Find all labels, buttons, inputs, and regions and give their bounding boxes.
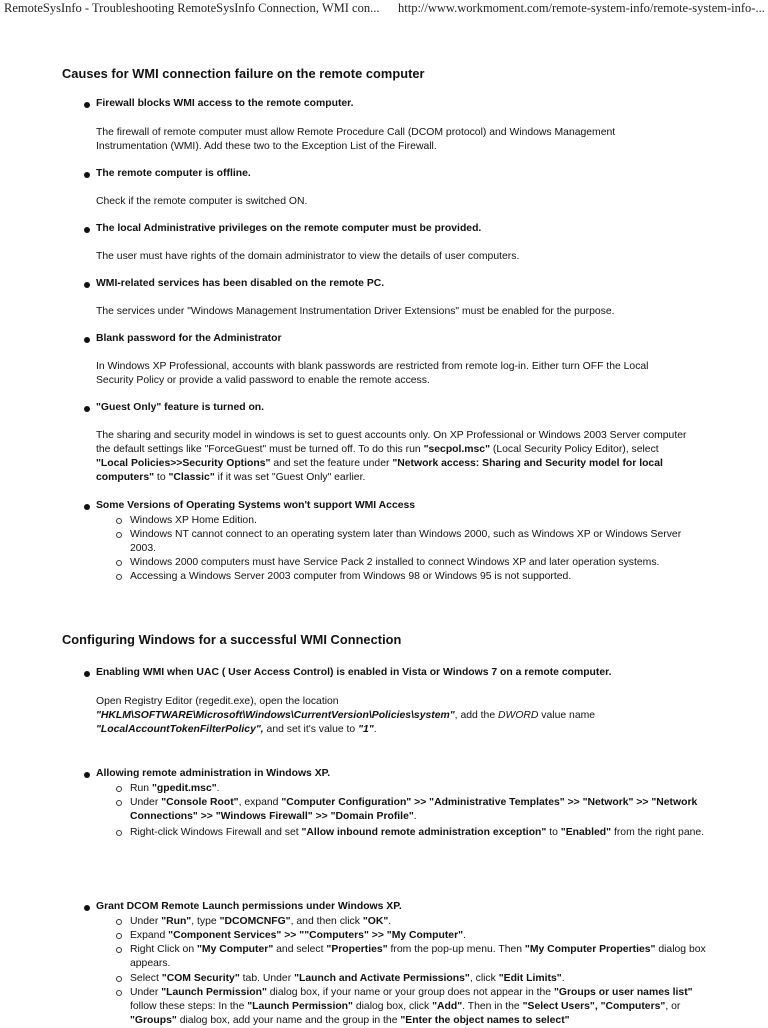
sub-item: Under "Console Root", expand "Computer Configuration" >> "Administrative Templates" >> "Network" >> "Network Connections" >> "Windows Firewall" >> "Domain Profile". [130,797,698,822]
sub-bullet [116,560,122,566]
sub-item: Under "Run", type "DCOMCNFG", and then click "OK". [130,916,392,927]
bullet [84,772,90,778]
item-body: The user must have rights of the domain administrator to view the details of user computers. [96,251,520,262]
item-heading: Some Versions of Operating Systems won't support WMI Access [96,500,416,511]
sub-bullet [116,830,122,836]
sub-bullet [116,933,122,939]
sub-bullet [116,976,122,982]
section-title: Configuring Windows for a successful WMI Connection [62,632,402,647]
bullet [84,172,90,178]
sub-bullet [116,574,122,580]
sub-item: Windows 2000 computers must have Service Pack 2 installed to connect Windows XP and later operation systems. [130,557,660,568]
item-body: Check if the remote computer is switched ON. [96,196,308,207]
item-heading: Blank password for the Administrator [96,333,282,344]
sub-item: Windows NT cannot connect to an operating system later than Windows 2000, such as Windows XP or Windows Server 2003. [130,529,682,554]
item-heading: Allowing remote administration in Windows XP. [96,768,331,779]
item-heading: Grant DCOM Remote Launch permissions under Windows XP. [96,901,402,912]
bullet [84,504,90,510]
item-heading: The local Administrative privileges on the remote computer must be provided. [96,223,482,234]
sub-item: Right-click Windows Firewall and set "Allow inbound remote administration exception" to "Enabled" from the right pane. [130,827,705,838]
bullet [84,282,90,288]
sub-bullet [116,990,122,996]
bullet [84,406,90,412]
sub-item: Run "gpedit.msc". [130,783,220,794]
item-body: Open Registry Editor (regedit.exe), open the location "HKLM\SOFTWARE\Microsoft\Windows\CurrentVersion\Policies\system", add the DWORD value name "LocalAccountTokenFilterPolicy", and set it's value to "1". [96,696,596,735]
sub-bullet [116,919,122,925]
page-title-header: RemoteSysInfo - Troubleshooting RemoteSysInfo Connection, WMI con... [4,1,380,15]
item-heading: Firewall blocks WMI access to the remote computer. [96,98,354,109]
item-heading: "Guest Only" feature is turned on. [96,402,265,413]
sub-bullet [116,947,122,953]
sub-item: Expand "Component Services" >> ""Computers" >> "My Computer". [130,930,466,941]
sub-item: Accessing a Windows Server 2003 computer from Windows 98 or Windows 95 is not supported. [130,571,572,582]
item-body: The sharing and security model in windows is set to guest accounts only. On XP Professional or Windows 2003 Server computer the default settings like "ForceGuest" must be turned off. To do this run "secpol.msc" (Local Security Policy Editor), select "Local Policies>>Security Options" and set the feature under "Network access: Sharing and Security model for local computers" to "Classic" if it was set "Guest Only" earlier. [96,430,687,483]
sub-item: Select "COM Security" tab. Under "Launch and Activate Permissions", click "Edit Limits". [130,973,565,984]
sub-bullet [116,532,122,538]
bullet [84,671,90,677]
sub-bullet [116,518,122,524]
item-body: The firewall of remote computer must allow Remote Procedure Call (DCOM protocol) and Windows Management Instrumentation (WMI). Add these two to the Exception List of the Firewall. [96,127,616,152]
item-body: The services under "Windows Management Instrumentation Driver Extensions" must be enabled for the purpose. [96,306,615,317]
section-title: Causes for WMI connection failure on the remote computer [62,66,425,81]
page-url-header: http://www.workmoment.com/remote-system-info/remote-system-info-... [398,1,765,15]
bullet [84,337,90,343]
sub-bullet [116,786,122,792]
sub-item: Right Click on "My Computer" and select "Properties" from the pop-up menu. Then "My Computer Properties" dialog box appears. [130,944,706,969]
item-heading: WMI-related services has been disabled on the remote PC. [96,278,385,289]
bullet [84,905,90,911]
sub-bullet [116,800,122,806]
bullet [84,227,90,233]
bullet [84,102,90,108]
item-body: In Windows XP Professional, accounts with blank passwords are restricted from remote log-in. Either turn OFF the Local Security Policy or provide a valid password to enable the remote access. [96,361,649,386]
item-heading: Enabling WMI when UAC ( User Access Control) is enabled in Vista or Windows 7 on a remote computer. [96,667,612,678]
sub-item: Under "Launch Permission" dialog box, if your name or your group does not appear in the "Groups or user names list" follow these steps: In the "Launch Permission" dialog box, click "Add". Then in the "Select Users", "Computers", or "Groups" dialog box, add your name and the group in the "Enter the object names to select" [130,987,693,1026]
item-heading: The remote computer is offline. [96,168,251,179]
sub-item: Windows XP Home Edition. [130,515,257,526]
